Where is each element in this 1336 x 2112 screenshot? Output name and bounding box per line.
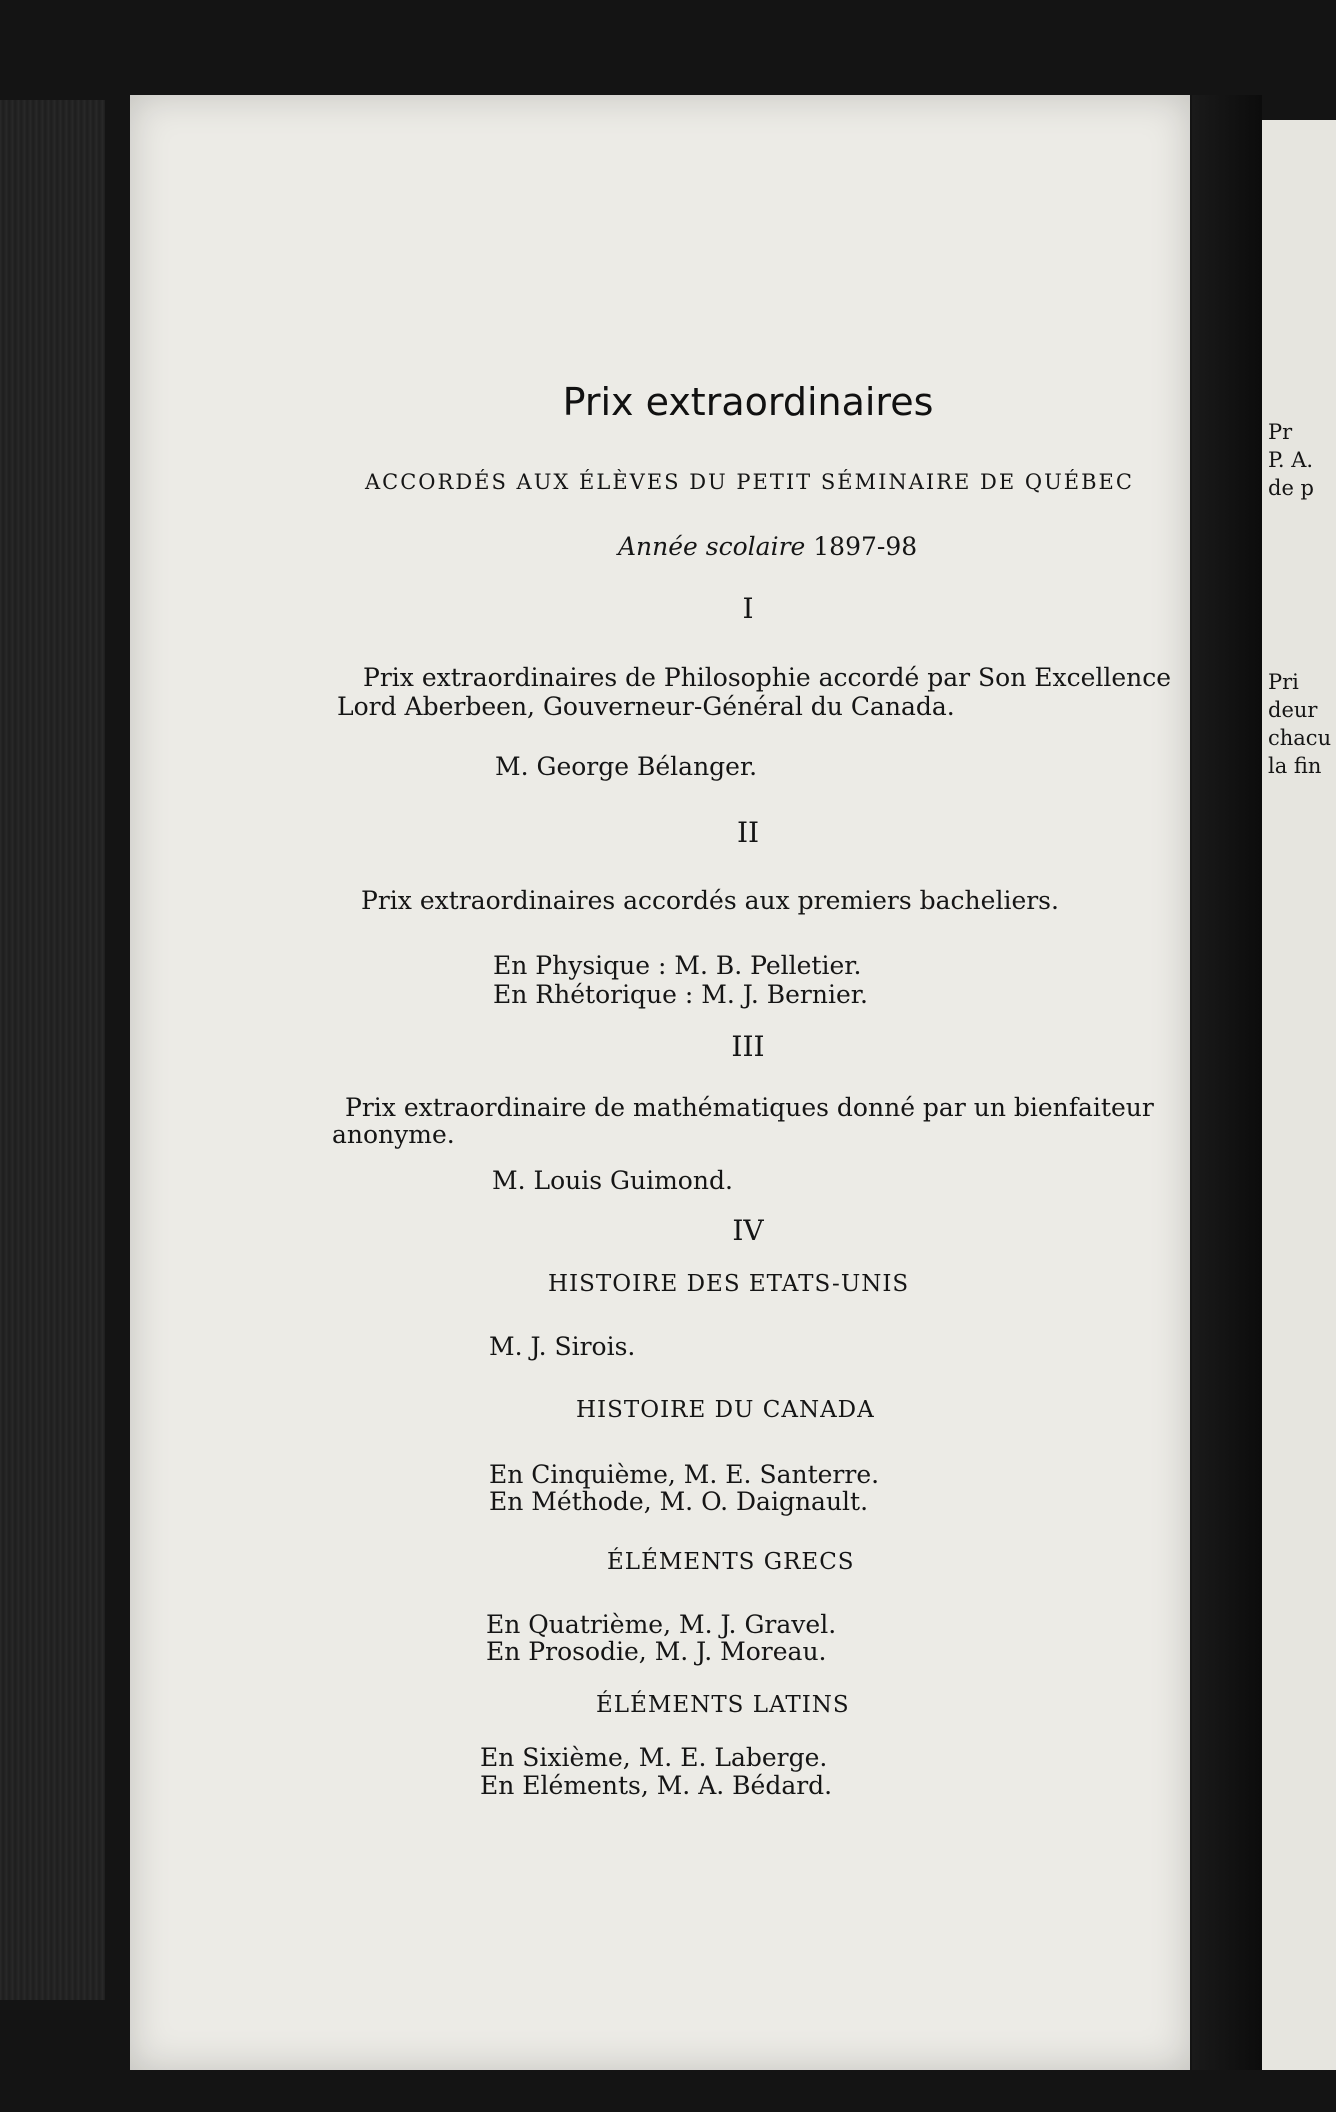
section-numeral-i: I [742,592,754,625]
section-i-line-2: Lord Aberbeen, Gouverneur-Général du Canada. [337,692,955,721]
heading-elements-grecs: ÉLÉMENTS GRECS [607,1549,855,1575]
section-ii-winner-1: En Physique : M. B. Pelletier. [493,951,862,980]
winner-elements-grecs-2: En Prosodie, M. J. Moreau. [486,1637,827,1666]
heading-histoire-canada: HISTOIRE DU CANADA [576,1397,875,1423]
winner-histoire-etats-unis: M. J. Sirois. [489,1332,636,1361]
section-iii-winner: M. Louis Guimond. [492,1166,733,1195]
section-ii-line-1: Prix extraordinaires accordés aux premiers bacheliers. [361,886,1059,915]
heading-histoire-etats-unis: HISTOIRE DES ETATS-UNIS [548,1271,910,1297]
section-iii-line-2: anonyme. [332,1120,455,1149]
section-numeral-iv: IV [732,1214,764,1247]
next-page-line: Pr [1268,420,1293,444]
section-ii-winner-2: En Rhétorique : M. J. Bernier. [493,980,868,1009]
section-i-winner: M. George Bélanger. [495,752,758,781]
winner-histoire-canada-1: En Cinquième, M. E. Santerre. [489,1460,880,1489]
section-numeral-iii: III [731,1030,765,1063]
winner-elements-latins-2: En Eléments, M. A. Bédard. [480,1771,833,1800]
school-year-label: Année scolaire [618,532,806,561]
heading-elements-latins: ÉLÉMENTS LATINS [596,1692,850,1718]
next-page-line: la fin [1268,754,1322,778]
next-page-line: de p [1268,476,1314,500]
next-page-line: deur [1268,698,1318,722]
next-page-line: Pri [1268,670,1299,694]
school-year-value: 1897-98 [813,532,918,561]
next-page-line: chacu [1268,726,1332,750]
page-subtitle: ACCORDÉS AUX ÉLÈVES DU PETIT SÉMINAIRE DE QUÉBEC [365,470,1134,494]
winner-histoire-canada-2: En Méthode, M. O. Daignault. [489,1487,869,1516]
page-title: Prix extraordinaires [562,380,934,424]
section-i-line-1: Prix extraordinaires de Philosophie accordé par Son Excellence [363,663,1172,692]
section-iii-line-1: Prix extraordinaire de mathématiques donné par un bienfaiteur [345,1093,1154,1122]
section-numeral-ii: II [736,816,760,849]
school-year [618,532,917,561]
next-page-line: P. A. [1268,448,1314,472]
winner-elements-latins-1: En Sixième, M. E. Laberge. [480,1743,828,1772]
winner-elements-grecs-1: En Quatrième, M. J. Gravel. [486,1610,837,1639]
